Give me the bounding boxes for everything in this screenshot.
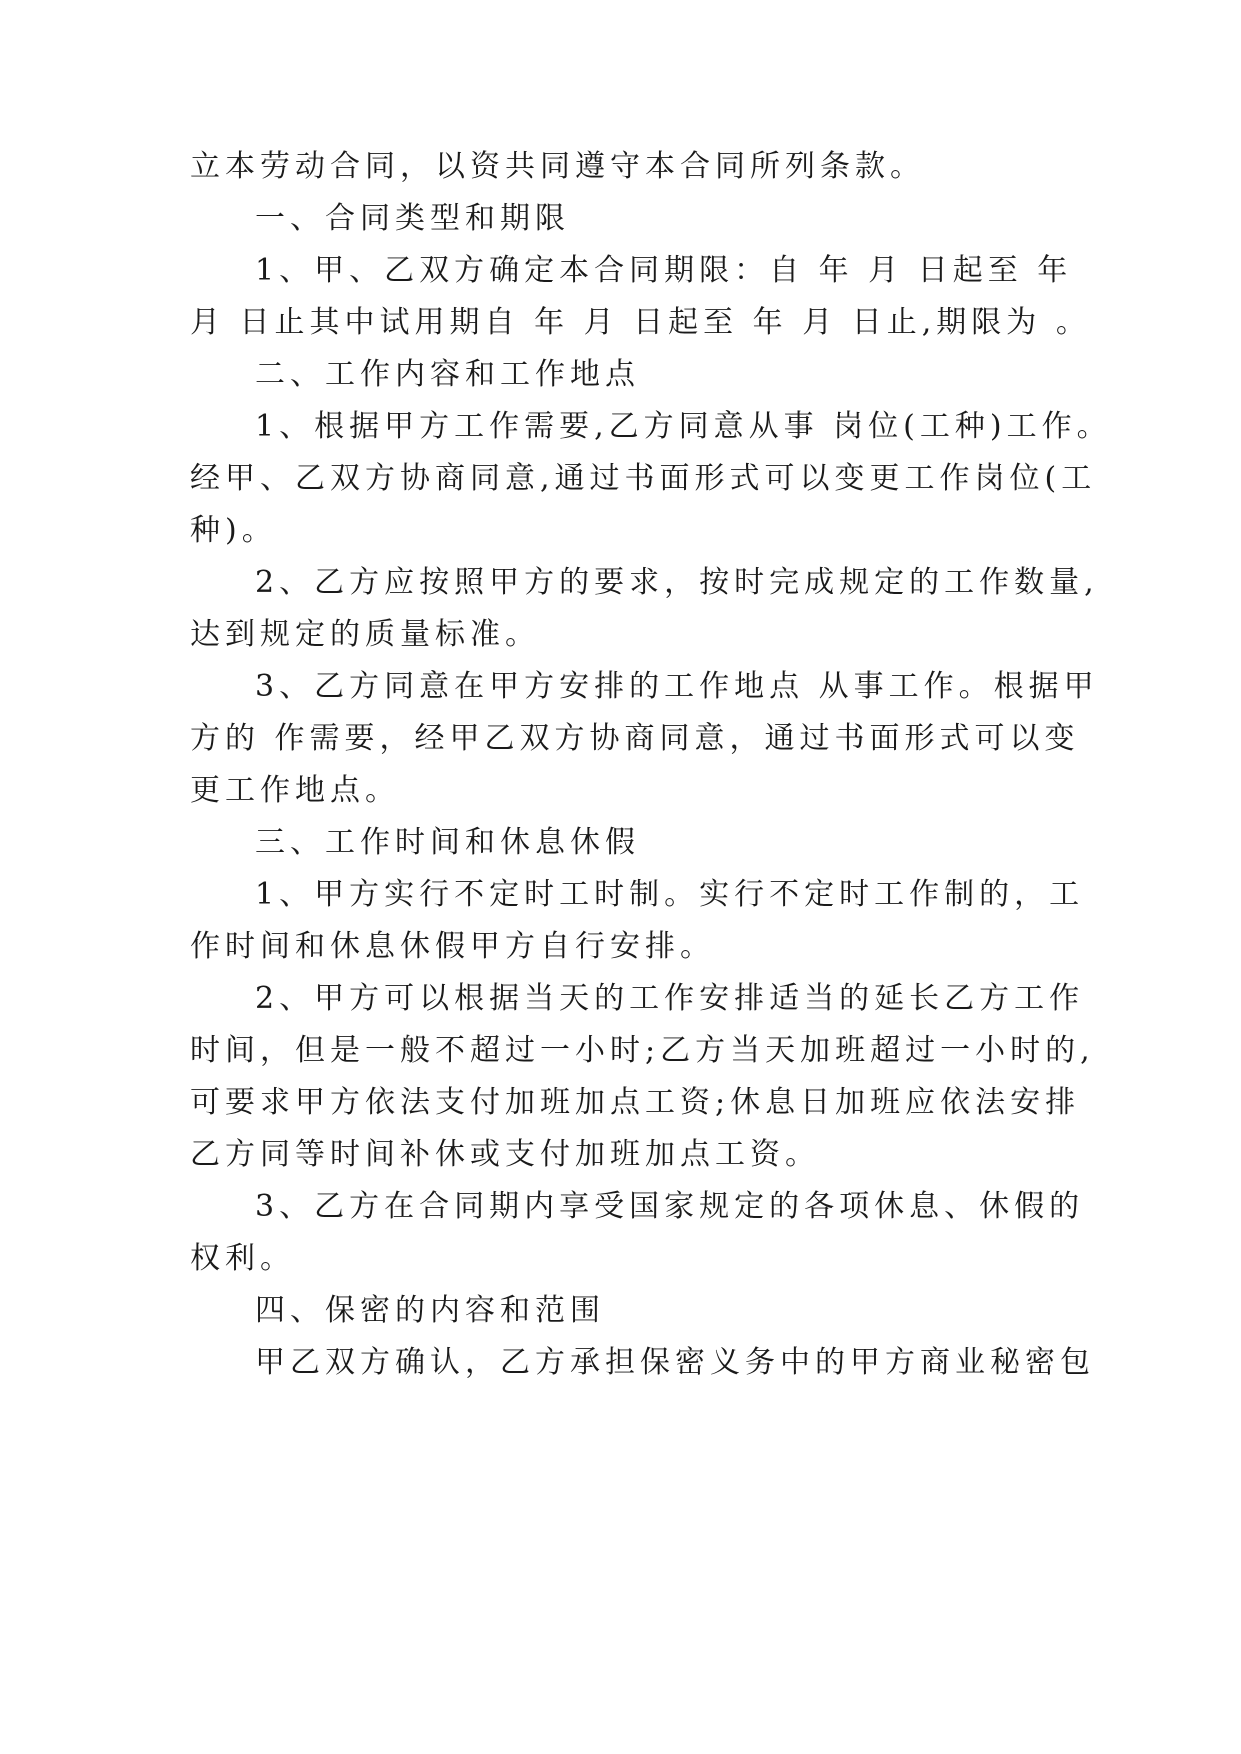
text-line: 1、根据甲方工作需要,乙方同意从事 岗位(工种)工作。 — [255, 409, 1112, 444]
text-line: 时间，但是一般不超过一小时;乙方当天加班超过一小时的, — [190, 1033, 1095, 1068]
section-heading: 三、工作时间和休息休假 — [255, 825, 640, 860]
text-line: 2、甲方可以根据当天的工作安排适当的延长乙方工作 — [255, 981, 1085, 1016]
text-line: 1、甲、乙双方确定本合同期限：自 年 月 日起至 年 — [255, 253, 1073, 288]
text-line: 月 日止其中试用期自 年 月 日起至 年 月 日止,期限为 。 — [190, 305, 1091, 340]
text-line: 更工作地点。 — [190, 773, 400, 808]
text-line: 权利。 — [190, 1241, 295, 1276]
text-line: 1、甲方实行不定时工时制。实行不定时工作制的，工 — [255, 877, 1085, 912]
text-line: 种)。 — [190, 513, 277, 548]
text-line: 3、乙方在合同期内享受国家规定的各项休息、休假的 — [255, 1189, 1085, 1224]
text-line: 甲乙双方确认，乙方承担保密义务中的甲方商业秘密包 — [255, 1345, 1095, 1380]
text-line: 作时间和休息休假甲方自行安排。 — [190, 929, 715, 964]
text-line: 立本劳动合同，以资共同遵守本合同所列条款。 — [190, 149, 925, 184]
text-line: 方的 作需要，经甲乙双方协商同意，通过书面形式可以变 — [190, 721, 1080, 756]
text-line: 3、乙方同意在甲方安排的工作地点 从事工作。根据甲 — [255, 669, 1099, 704]
text-line: 达到规定的质量标准。 — [190, 617, 540, 652]
section-heading: 四、保密的内容和范围 — [255, 1293, 605, 1328]
text-line: 乙方同等时间补休或支付加班加点工资。 — [190, 1137, 820, 1172]
text-line: 2、乙方应按照甲方的要求，按时完成规定的工作数量, — [255, 565, 1099, 600]
section-heading: 一、合同类型和期限 — [255, 201, 570, 236]
text-line: 可要求甲方依法支付加班加点工资;休息日加班应依法安排 — [190, 1085, 1081, 1120]
section-heading: 二、工作内容和工作地点 — [255, 357, 640, 392]
text-line: 经甲、乙双方协商同意,通过书面形式可以变更工作岗位(工 — [190, 461, 1097, 496]
